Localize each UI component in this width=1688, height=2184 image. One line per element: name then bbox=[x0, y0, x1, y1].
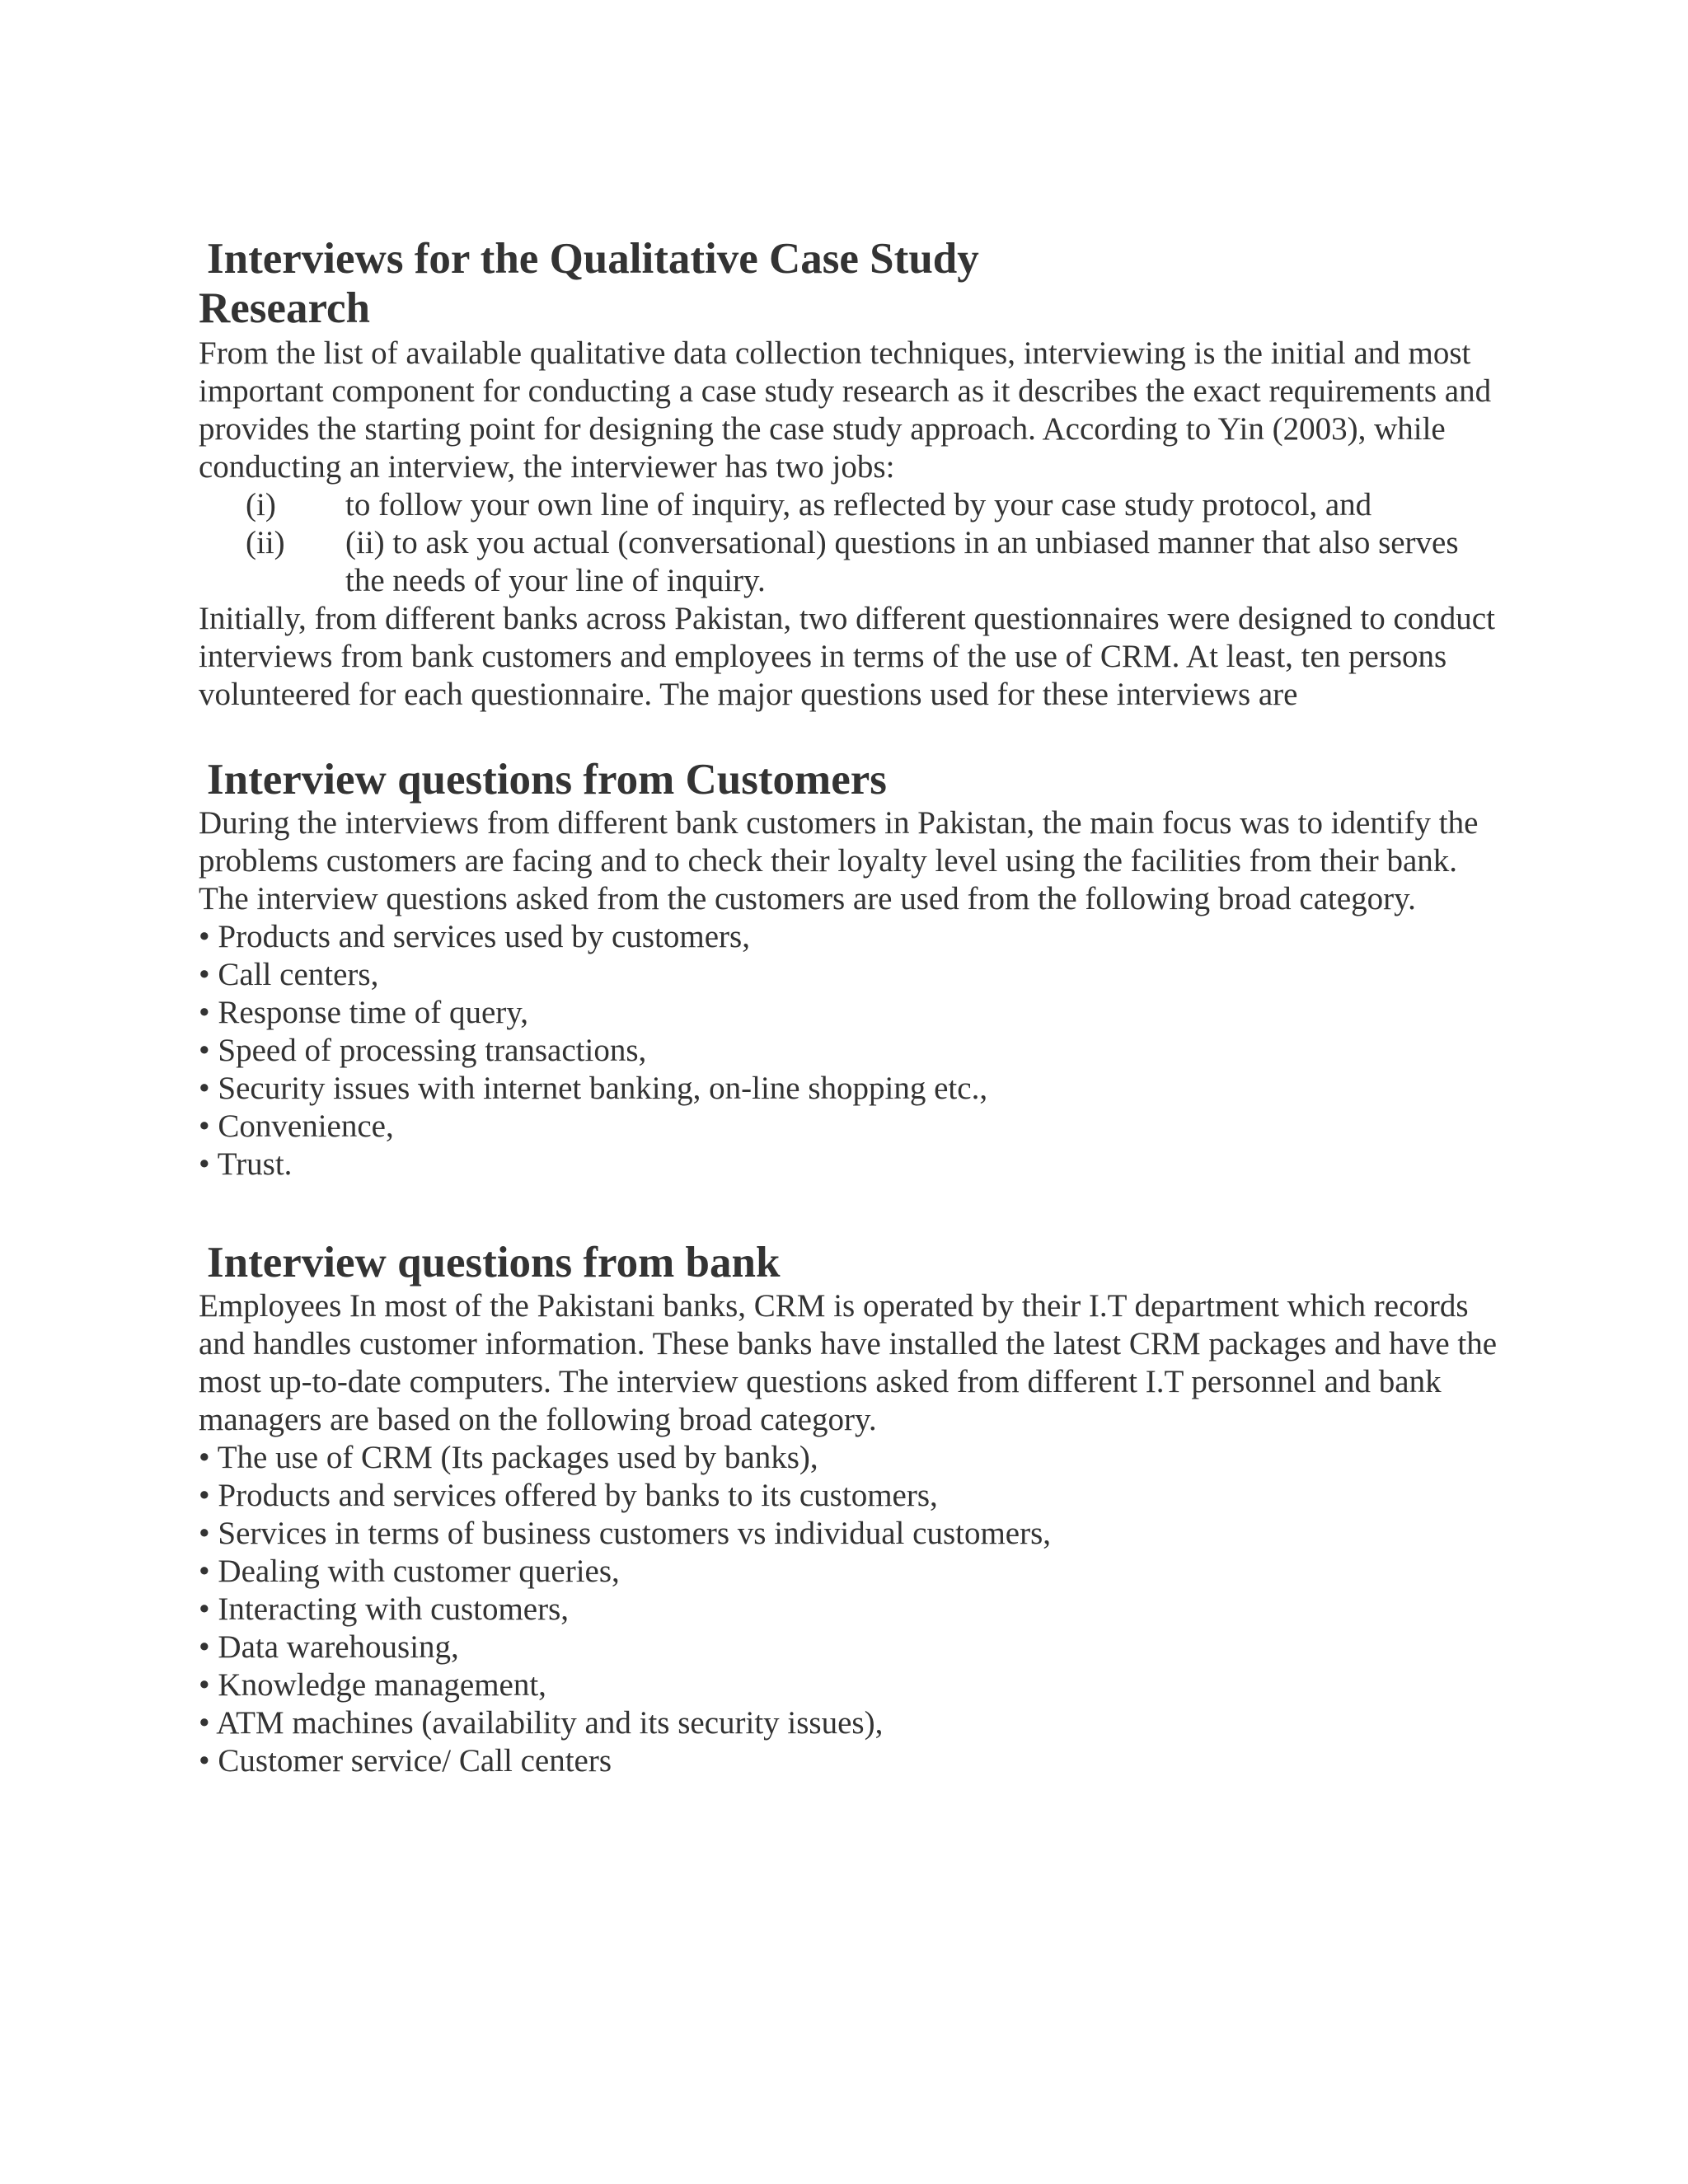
section1-closing-paragraph: Initially, from different banks across Pakistan, two different questionnaires were designed to conduct interviews from bank customers and employees in terms of the use of CRM. At least, ten persons volunteered for each questionnaire. The major questions used for these interviews are bbox=[199, 601, 1495, 712]
list-item: • Call centers, bbox=[199, 957, 379, 992]
section-heading-customers: Interview questions from Customers bbox=[207, 756, 887, 804]
list-item: • Products and services offered by banks to its customers, bbox=[199, 1478, 938, 1513]
list-item bbox=[199, 524, 1501, 600]
customer-questions-list bbox=[199, 918, 1501, 1183]
list-item: • Products and services used by customers, bbox=[199, 919, 750, 954]
list-item-text: (ii) to ask you actual (conversational) questions in an unbiased manner that also serves the needs of your line of inquiry. bbox=[345, 525, 1459, 598]
list-item: • Knowledge management, bbox=[199, 1667, 546, 1703]
list-item: • Response time of query, bbox=[199, 995, 528, 1030]
list-item: • The use of CRM (Its packages used by banks), bbox=[199, 1440, 818, 1475]
list-marker: (i) bbox=[246, 487, 276, 523]
list-item: • Data warehousing, bbox=[199, 1629, 459, 1665]
list-item: • Dealing with customer queries, bbox=[199, 1554, 620, 1589]
list-item bbox=[199, 486, 1501, 524]
bank-questions-list bbox=[199, 1439, 1501, 1780]
list-item: • Services in terms of business customers vs individual customers, bbox=[199, 1516, 1052, 1551]
page-title bbox=[199, 232, 1501, 335]
list-item: • Convenience, bbox=[199, 1108, 394, 1144]
section1-intro-paragraph: From the list of available qualitative data collection techniques, interviewing is the initial and most important component for conducting a case study research as it describes the exact requirements and provides the starting point for designing the case study approach. According to Yin (2003), while conducting an interview, the interviewer has two jobs: bbox=[199, 335, 1492, 485]
section3-intro-paragraph: Employees In most of the Pakistani banks, CRM is operated by their I.T department which records and handles customer information. These banks have installed the latest CRM packages and have the most up-to-date computers. The interview questions asked from different I.T personnel and bank managers are based on the following broad category. bbox=[199, 1288, 1498, 1437]
list-marker: (ii) bbox=[246, 525, 285, 560]
list-item: • Interacting with customers, bbox=[199, 1591, 570, 1627]
document-content bbox=[199, 232, 1501, 1780]
list-item: • Trust. bbox=[199, 1146, 293, 1182]
interviewer-jobs-list bbox=[199, 486, 1501, 600]
page-title-line-2: Research bbox=[199, 284, 371, 332]
section2-intro-paragraph: During the interviews from different bank customers in Pakistan, the main focus was to identify the problems customers are facing and to check their loyalty level using the facilities from their bank. The interview questions asked from the customers are used from the following broad category. bbox=[199, 805, 1479, 916]
list-item: • Security issues with internet banking, on-line shopping etc., bbox=[199, 1071, 988, 1106]
list-item: • Speed of processing transactions, bbox=[199, 1033, 647, 1068]
list-item-text: to follow your own line of inquiry, as reflected by your case study protocol, and bbox=[345, 487, 1372, 523]
page-title-line-1: Interviews for the Qualitative Case Study bbox=[207, 235, 979, 283]
list-item: • ATM machines (availability and its security issues), bbox=[199, 1705, 884, 1741]
section-heading-bank: Interview questions from bank bbox=[207, 1239, 781, 1286]
list-item: • Customer service/ Call centers bbox=[199, 1743, 612, 1779]
